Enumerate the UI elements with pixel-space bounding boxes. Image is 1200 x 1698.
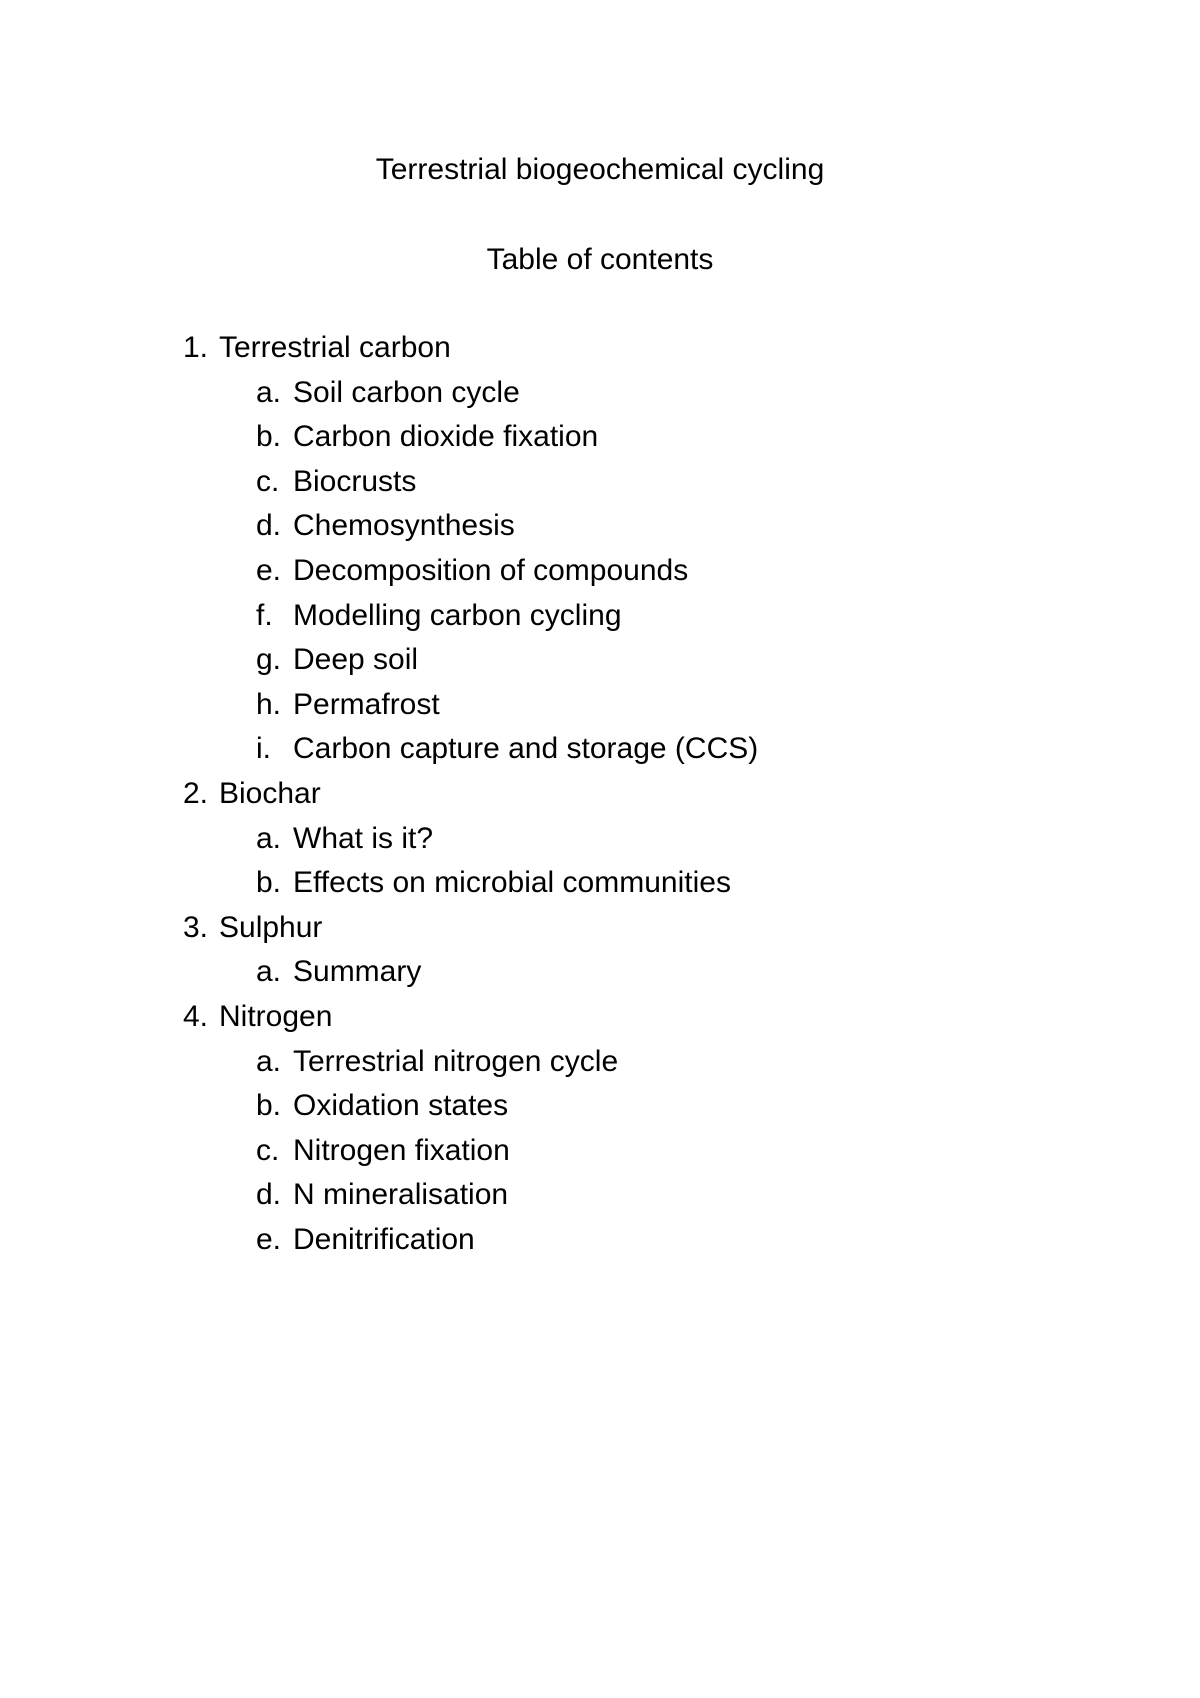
toc-item	[183, 819, 1083, 864]
toc-item-letter: i.	[256, 732, 271, 766]
toc-item	[183, 1042, 1083, 1087]
toc-section-4	[183, 997, 1083, 1042]
toc-item	[183, 952, 1083, 997]
toc-section-title: Biochar	[219, 776, 321, 810]
toc-item	[183, 640, 1083, 685]
toc-item-title: Deep soil	[293, 643, 419, 677]
toc-section-title: Terrestrial carbon	[219, 331, 451, 364]
toc-item-title: N mineralisation	[293, 1178, 509, 1212]
toc-item-title: Effects on microbial communities	[293, 866, 731, 900]
table-of-contents	[183, 328, 1083, 1264]
toc-item-letter: e.	[256, 1222, 282, 1256]
toc-item-letter: d.	[256, 1178, 282, 1212]
toc-section-number: 1.	[183, 331, 209, 364]
toc-item-title: Carbon capture and storage (CCS)	[293, 732, 759, 766]
toc-item-letter: a.	[256, 375, 282, 409]
toc-item-letter: d.	[256, 509, 282, 543]
toc-item-letter: f.	[256, 598, 273, 632]
toc-section-title: Nitrogen	[219, 999, 333, 1033]
document-title: Terrestrial biogeochemical cycling	[375, 153, 825, 186]
toc-item-letter: g.	[256, 643, 282, 677]
toc-item	[183, 596, 1083, 641]
toc-item-title: Permafrost	[293, 687, 440, 721]
toc-item-letter: a.	[256, 1044, 282, 1078]
toc-section-2	[183, 774, 1083, 819]
toc-item-letter: e.	[256, 553, 282, 587]
toc-item	[183, 863, 1083, 908]
toc-item-title: What is it?	[293, 821, 434, 855]
toc-item-letter: a.	[256, 955, 282, 989]
toc-item-letter: b.	[256, 1089, 282, 1123]
toc-item	[183, 506, 1083, 551]
toc-item-title: Denitrification	[293, 1222, 475, 1256]
toc-item-title: Soil carbon cycle	[293, 375, 520, 409]
toc-item-letter: c.	[256, 464, 280, 498]
toc-section-number: 3.	[183, 910, 209, 944]
toc-item	[183, 1131, 1083, 1176]
toc-item-title: Summary	[293, 955, 422, 989]
toc-item-title: Chemosynthesis	[293, 509, 515, 543]
toc-item	[183, 685, 1083, 730]
toc-item-title: Biocrusts	[293, 464, 417, 498]
toc-item-title: Carbon dioxide fixation	[293, 420, 599, 454]
toc-item-title: Terrestrial nitrogen cycle	[293, 1044, 619, 1078]
toc-item-title: Nitrogen fixation	[293, 1133, 510, 1167]
toc-item-title: Decomposition of compounds	[293, 553, 689, 587]
toc-item	[183, 1220, 1083, 1265]
toc-item-title: Oxidation states	[293, 1089, 509, 1123]
toc-section-number: 4.	[183, 999, 209, 1033]
toc-item	[183, 1086, 1083, 1131]
toc-item	[183, 551, 1083, 596]
toc-item	[183, 417, 1083, 462]
toc-item-letter: c.	[256, 1133, 280, 1167]
toc-section-title: Sulphur	[219, 910, 323, 944]
toc-item-letter: h.	[256, 687, 282, 721]
toc-heading: Table of contents	[486, 243, 714, 276]
toc-section-3	[183, 908, 1083, 953]
toc-item-letter: b.	[256, 420, 282, 454]
toc-item	[183, 729, 1083, 774]
toc-item-title: Modelling carbon cycling	[293, 598, 622, 632]
toc-section-number: 2.	[183, 776, 209, 810]
toc-item-letter: b.	[256, 866, 282, 900]
toc-item	[183, 373, 1083, 418]
toc-section-1	[183, 328, 1083, 373]
toc-item	[183, 462, 1083, 507]
toc-item-letter: a.	[256, 821, 282, 855]
toc-item	[183, 1175, 1083, 1220]
